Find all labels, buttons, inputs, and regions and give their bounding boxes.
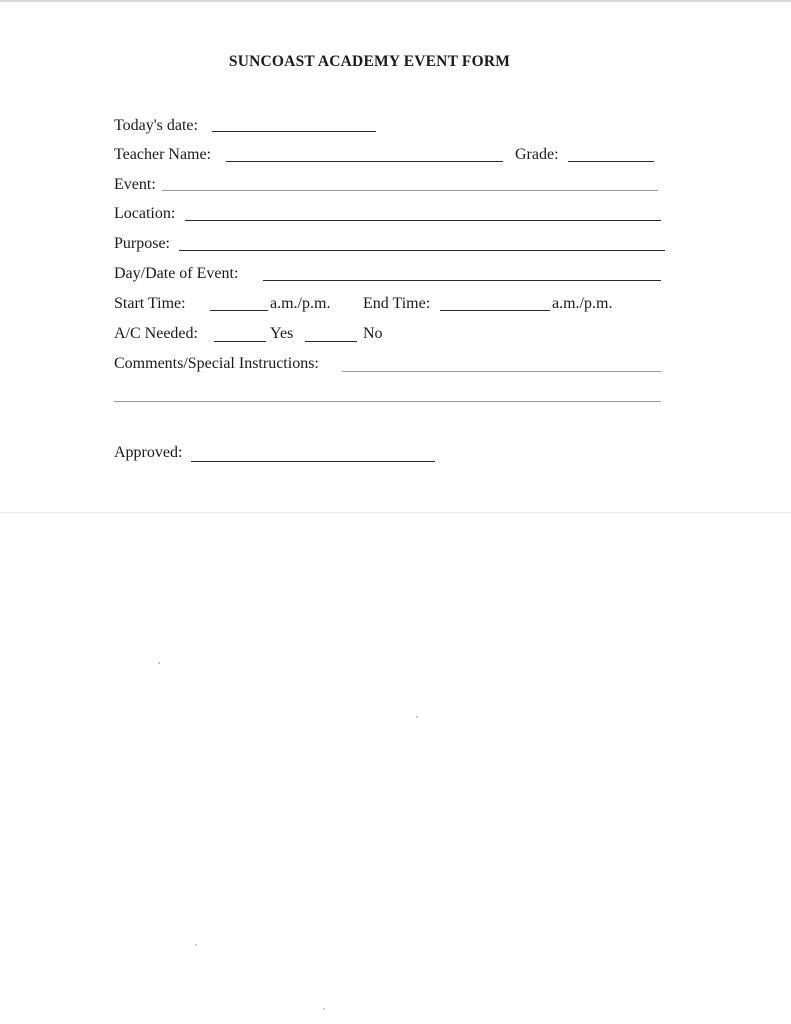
todays-date-label: Today's date: <box>114 117 198 134</box>
ac-no-field[interactable] <box>305 341 357 342</box>
grade-field[interactable] <box>568 161 654 162</box>
ac-yes-field[interactable] <box>214 341 266 342</box>
ac-yes-label: Yes <box>270 325 294 342</box>
end-ampm-label: a.m./p.m. <box>552 295 613 312</box>
form-title: SUNCOAST ACADEMY EVENT FORM <box>228 53 511 70</box>
start-time-label: Start Time: <box>114 295 186 312</box>
scan-top-edge <box>0 0 791 2</box>
purpose-label: Purpose: <box>114 235 170 252</box>
location-label: Location: <box>114 205 176 222</box>
start-time-field[interactable] <box>210 310 268 311</box>
grade-label: Grade: <box>515 146 559 163</box>
ac-no-label: No <box>363 325 383 342</box>
day-date-field[interactable] <box>263 280 661 281</box>
comments-field-line-1[interactable] <box>342 371 661 372</box>
scan-speck <box>323 1008 325 1010</box>
event-field[interactable] <box>162 190 658 191</box>
teacher-name-field[interactable] <box>226 161 503 162</box>
approved-label: Approved: <box>114 444 183 461</box>
day-date-label: Day/Date of Event: <box>114 265 239 282</box>
ac-needed-label: A/C Needed: <box>114 325 198 342</box>
scan-speck <box>416 716 418 718</box>
end-time-field[interactable] <box>440 310 550 311</box>
comments-label: Comments/Special Instructions: <box>114 355 319 372</box>
scan-speck <box>158 662 160 664</box>
teacher-name-label: Teacher Name: <box>114 146 212 163</box>
start-ampm-label: a.m./p.m. <box>270 295 331 312</box>
page-fold-line <box>0 512 791 513</box>
end-time-label: End Time: <box>363 295 431 312</box>
todays-date-field[interactable] <box>212 131 376 132</box>
approved-signature-field[interactable] <box>191 461 435 462</box>
location-field[interactable] <box>185 220 661 221</box>
scan-speck <box>195 944 197 946</box>
comments-field-line-2[interactable] <box>114 401 661 402</box>
purpose-field[interactable] <box>179 250 665 251</box>
event-label: Event: <box>114 176 156 193</box>
